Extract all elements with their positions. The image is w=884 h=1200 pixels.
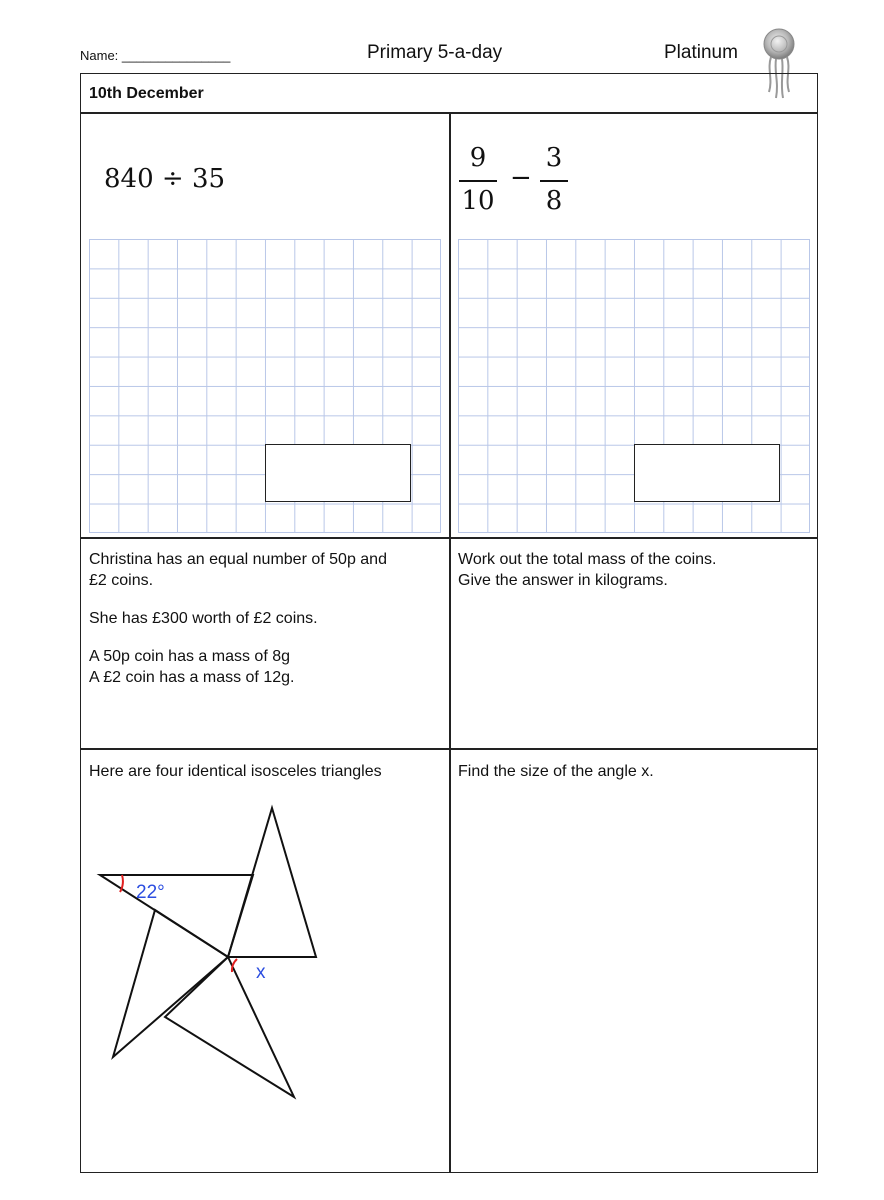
angle-label-22: 22° <box>136 882 165 903</box>
date-heading: 10th December <box>89 85 204 102</box>
coins-question <box>89 549 445 705</box>
level-label: Platinum <box>664 42 738 63</box>
triangles-intro: Here are four identical isosceles triangles <box>89 763 382 780</box>
worksheet-title: Primary 5-a-day <box>367 42 503 63</box>
isosceles-triangles-diagram <box>90 800 330 1105</box>
fraction-a-numerator: 9 <box>469 143 487 173</box>
subtract-operator: − <box>510 163 532 193</box>
name-field-label: Name: _______________ <box>80 48 231 63</box>
coins-mass: A 50p coin has a mass of 8g A £2 coin has a mass of 12g. <box>89 648 295 686</box>
division-question: 840 ÷ 35 <box>104 164 226 194</box>
fraction-bar <box>459 180 497 182</box>
triangle-1 <box>228 808 316 957</box>
fraction-a-denominator: 10 <box>461 186 495 216</box>
coins-value: She has £300 worth of £2 coins. <box>89 610 318 627</box>
answer-box[interactable] <box>634 444 780 502</box>
fraction-b-numerator: 3 <box>545 143 563 173</box>
fraction-b-denominator: 8 <box>545 186 563 216</box>
coins-statement: Christina has an equal number of 50p and £2 coins. <box>89 551 387 589</box>
triangle-4 <box>165 957 294 1097</box>
divider <box>449 112 451 1173</box>
triangle-3 <box>113 910 228 1057</box>
angle-task: Find the size of the angle x. <box>458 763 654 780</box>
coins-task: Work out the total mass of the coins. Give the answer in kilograms. <box>458 551 717 589</box>
answer-box[interactable] <box>265 444 411 502</box>
angle-label-x: x <box>256 962 266 983</box>
fraction-bar <box>540 180 568 182</box>
